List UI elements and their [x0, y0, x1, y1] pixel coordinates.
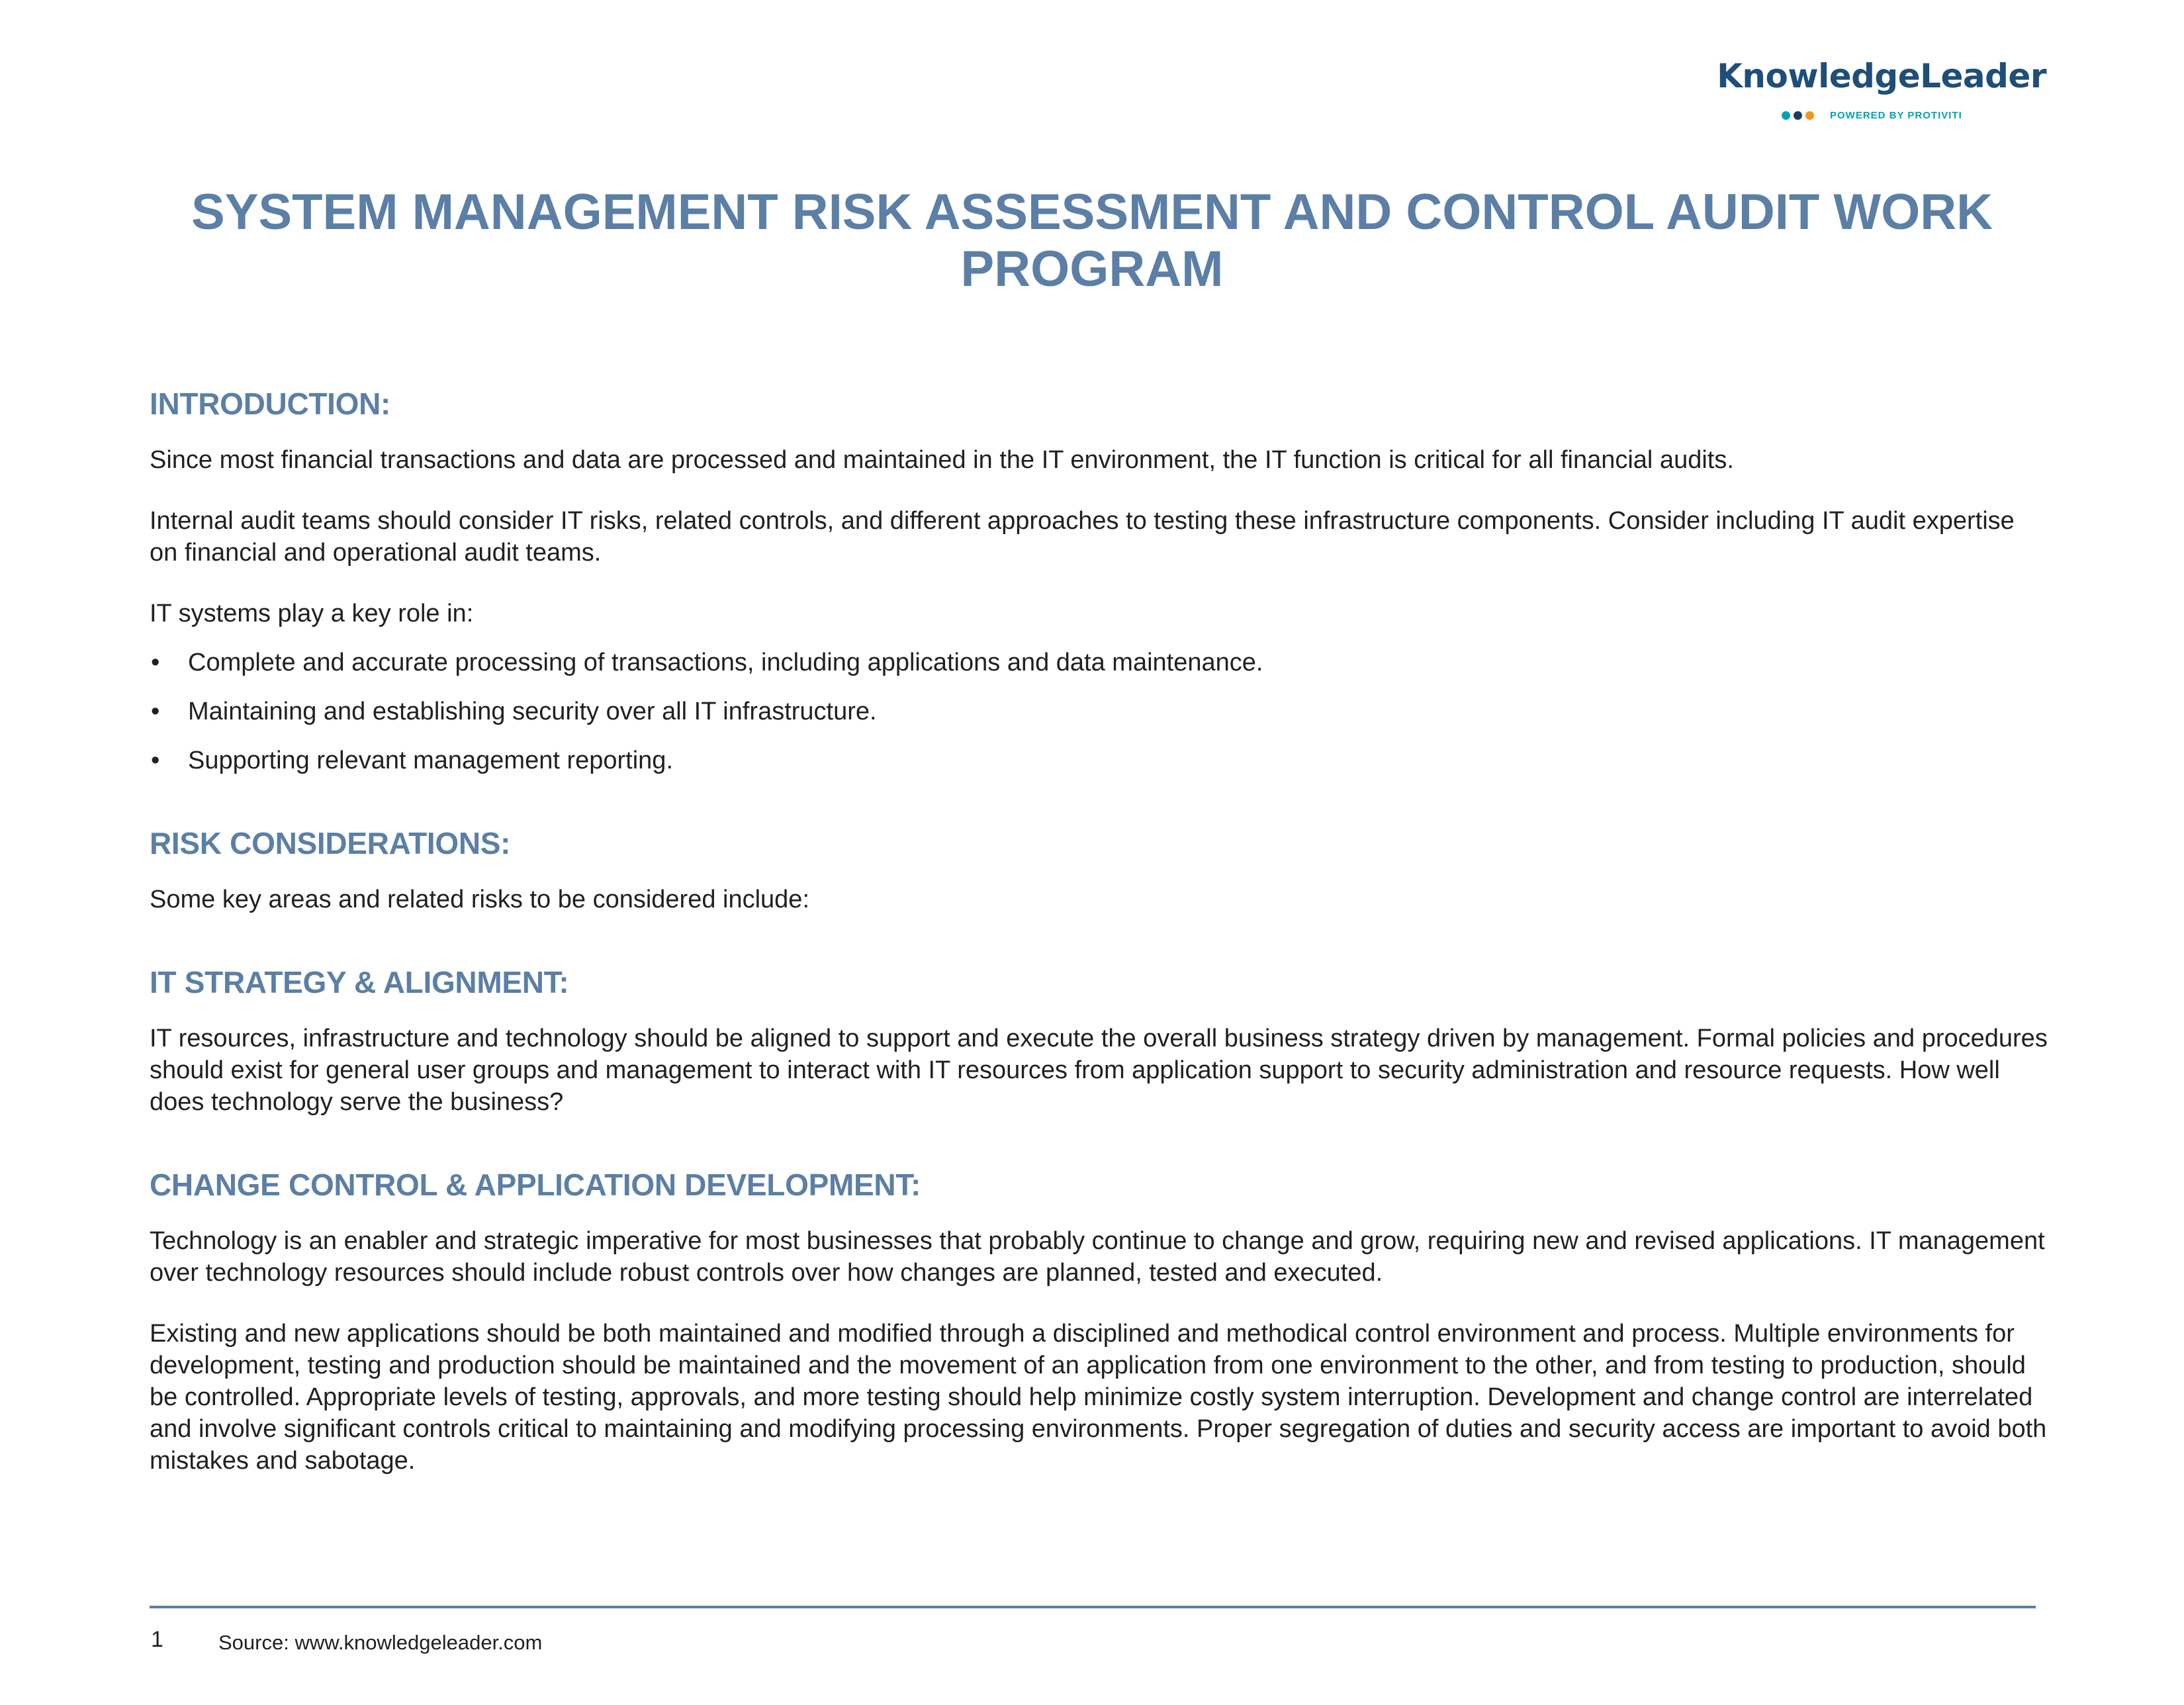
section-introduction	[150, 386, 2049, 776]
logo-dot-navy	[1794, 111, 1802, 120]
heading-change-control: CHANGE CONTROL & APPLICATION DEVELOPMENT:	[150, 1168, 921, 1202]
list-item-text: Supporting relevant management reporting.	[188, 747, 674, 774]
section-risk-considerations	[150, 825, 2049, 915]
intro-paragraph-3: IT systems play a key role in:	[150, 600, 474, 627]
strategy-paragraph-1: IT resources, infrastructure and technology should be aligned to support and execute the overall business strategy driven by management. Formal policies and procedures should exist for general user groups and management to interact with IT resources from application support to security administration and resource requests. How well does technology serve the business?	[150, 1025, 2048, 1116]
intro-paragraph-1: Since most financial transactions and data are processed and maintained in the IT environment, the IT function is critical for all financial audits.	[150, 446, 1734, 474]
logo-dots	[1782, 111, 1814, 120]
change-paragraph-2: Existing and new applications should be both maintained and modified through a disciplined and methodical control environment and process. Multiple environments for development, testing and production should be maintained and the movement of an application from one environment to the other, and from testing to production, should be controlled. Appropriate levels of testing, approvals, and more testing should help minimize costly system interruption. Development and change control are interrelated and involve significant controls critical to maintaining and modifying processing environments. Proper segregation of duties and security access are important to avoid both mistakes and sabotage.	[150, 1320, 2047, 1475]
list-item	[150, 647, 2049, 678]
bullet-icon: •	[151, 747, 160, 774]
list-item	[150, 696, 2049, 727]
change-paragraph-1: Technology is an enabler and strategic imperative for most businesses that probably continue to change and grow, requiring new and revised applications. IT management over technology resources should include robust controls over how changes are planned, tested and executed.	[150, 1227, 2045, 1287]
footer-source: Source: www.knowledgeleader.com	[218, 1631, 543, 1654]
intro-bullet-list	[150, 647, 2049, 776]
list-item-text: Complete and accurate processing of transactions, including applications and data maintenance.	[188, 649, 1263, 676]
document-title: SYSTEM MANAGEMENT RISK ASSESSMENT AND CONTROL AUDIT WORK PROGRAM	[191, 184, 1993, 297]
logo-tagline: POWERED BY PROTIVITI	[1830, 110, 1962, 121]
list-item	[150, 745, 2049, 776]
heading-introduction: INTRODUCTION:	[150, 387, 391, 421]
risk-paragraph-1: Some key areas and related risks to be considered include:	[150, 886, 809, 913]
heading-it-strategy: IT STRATEGY & ALIGNMENT:	[150, 965, 569, 999]
logo-dot-orange	[1805, 111, 1814, 120]
list-item-text: Maintaining and establishing security over all IT infrastructure.	[188, 698, 877, 725]
section-change-control	[150, 1167, 2049, 1477]
logo-dot-teal	[1782, 111, 1790, 120]
bullet-icon: •	[151, 698, 160, 725]
bullet-icon: •	[151, 649, 160, 676]
knowledgeleader-logo	[1702, 57, 2046, 130]
document-body	[150, 386, 2049, 1506]
page-number: 1	[151, 1627, 163, 1652]
section-it-strategy	[150, 964, 2049, 1118]
intro-paragraph-2: Internal audit teams should consider IT risks, related controls, and different approaches to testing these infrastructure components. Consider including IT audit expertise on financial and operational audit teams.	[150, 507, 2015, 567]
logo-wordmark: KnowledgeLeader	[1717, 57, 2046, 95]
heading-risk-considerations: RISK CONSIDERATIONS:	[150, 826, 511, 860]
footer-divider	[150, 1606, 2036, 1608]
